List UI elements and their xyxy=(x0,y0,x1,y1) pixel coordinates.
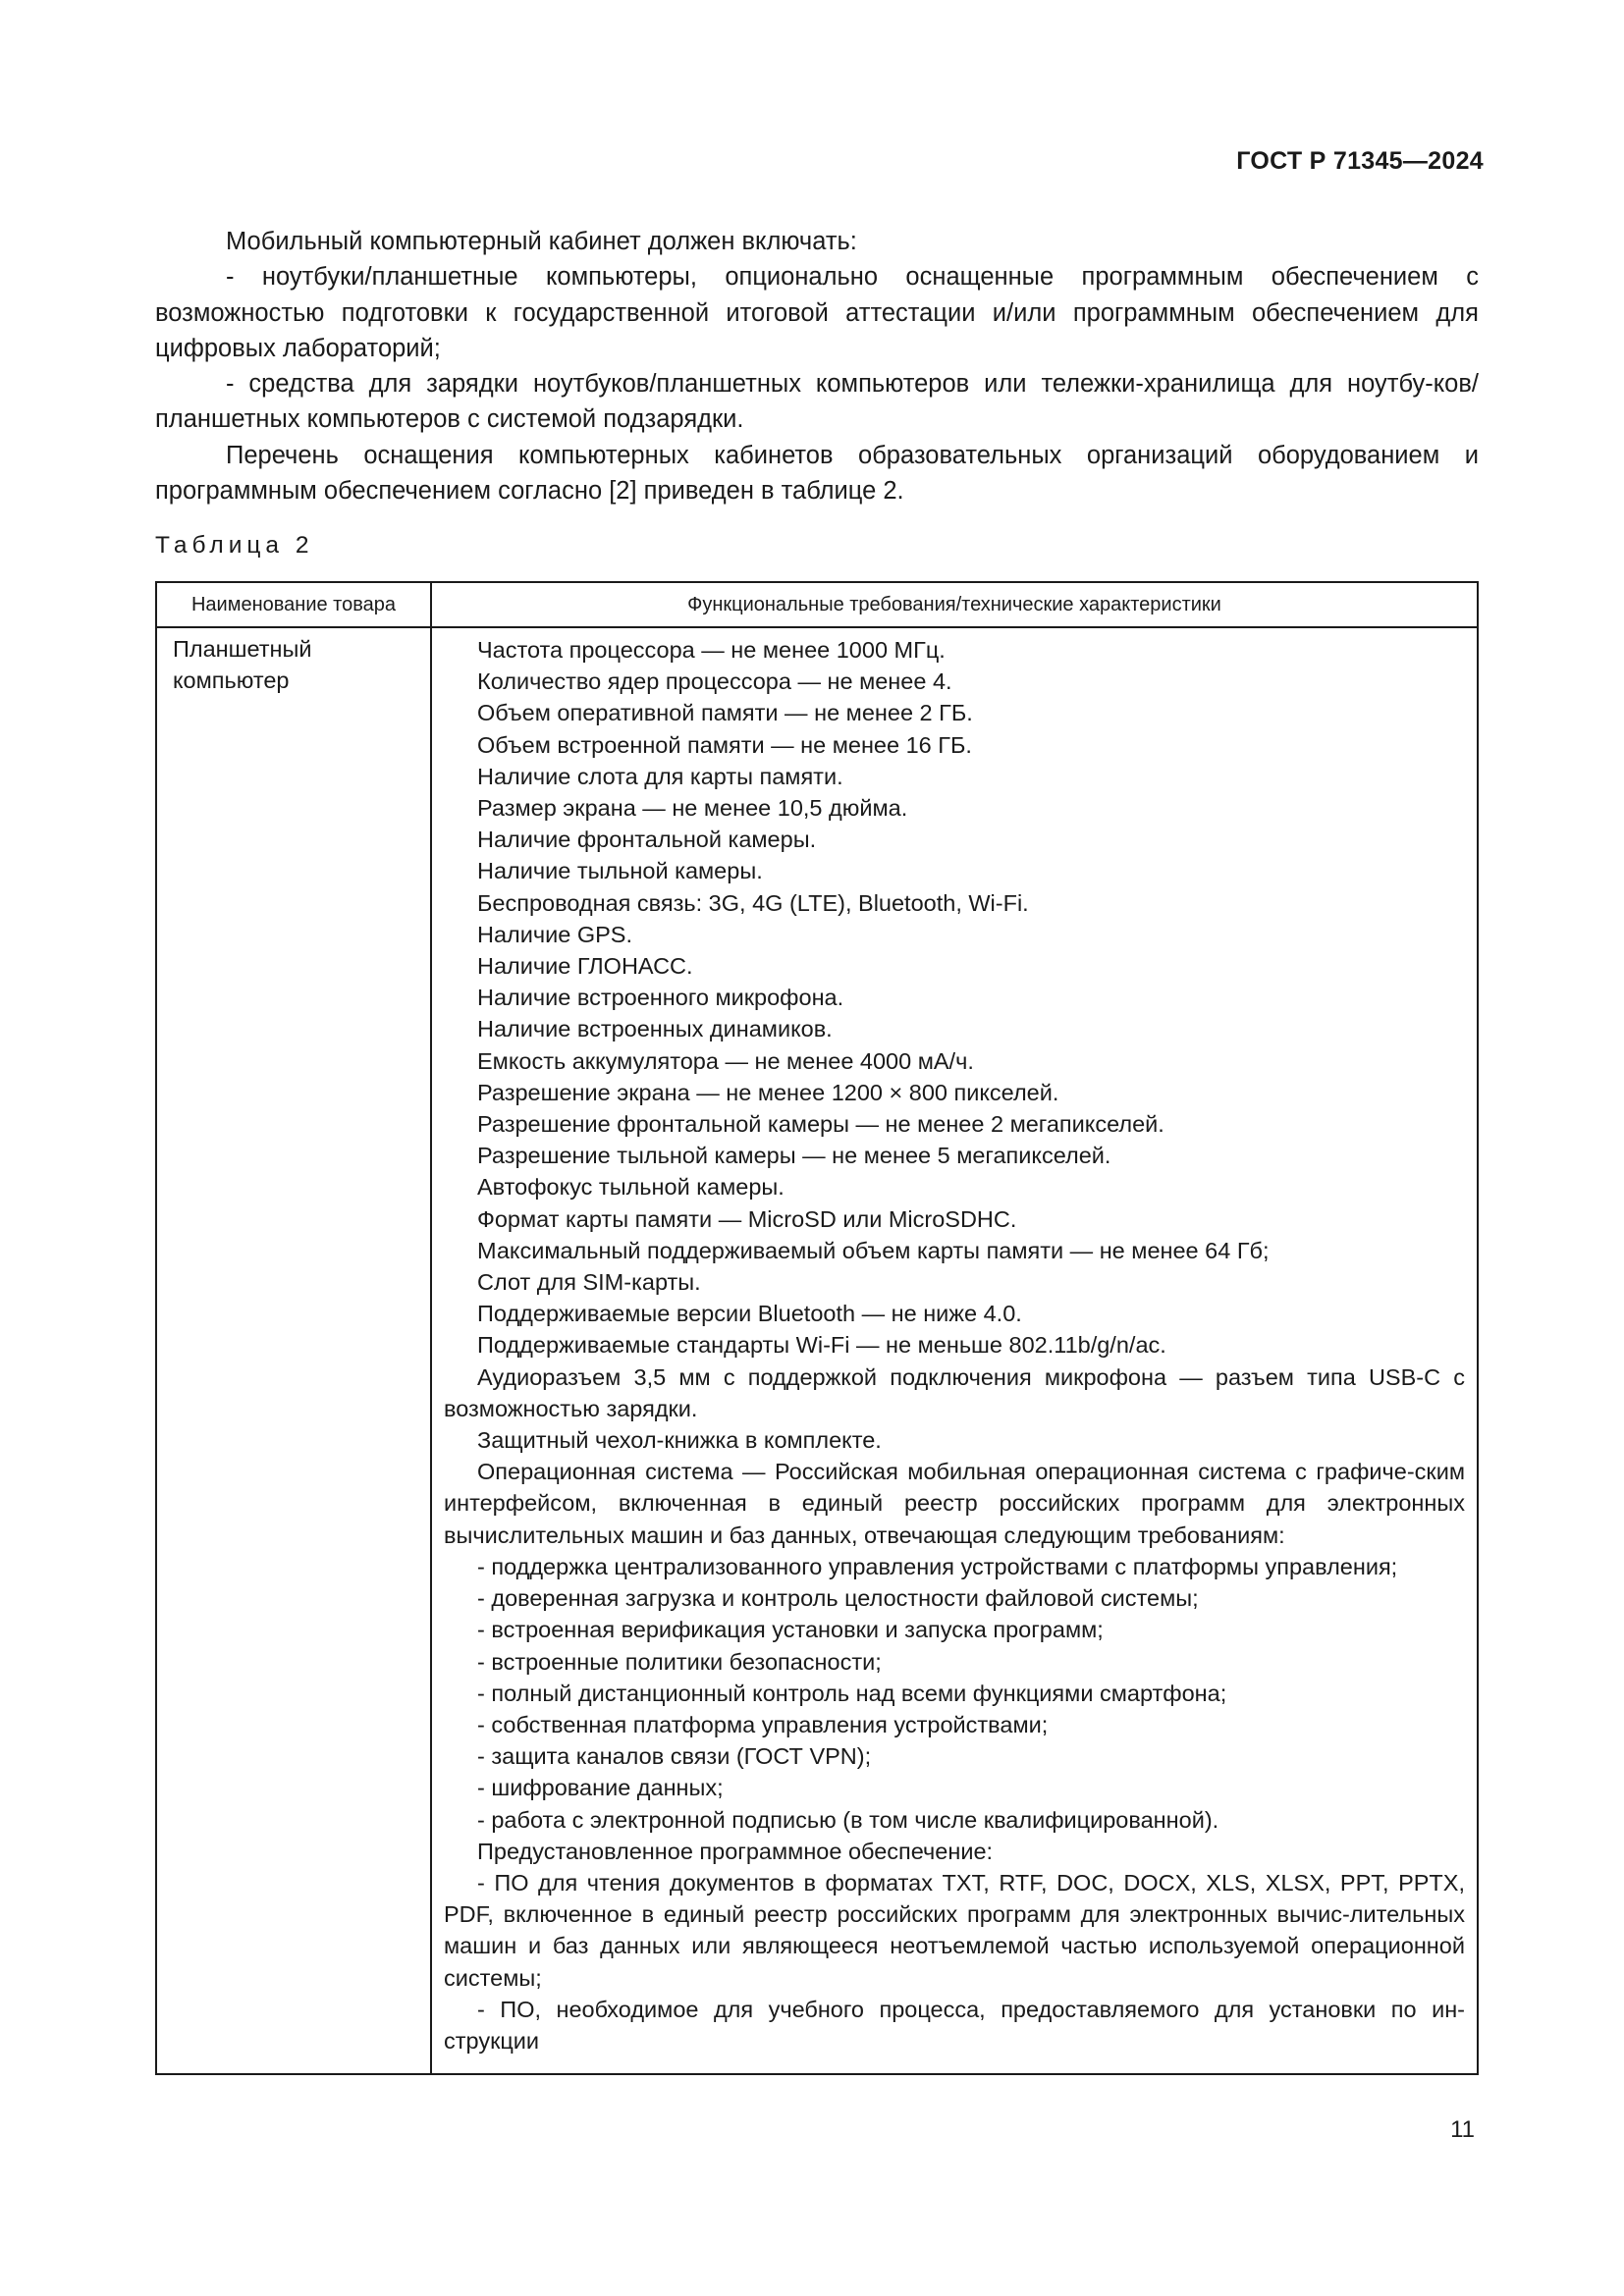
spec-table xyxy=(155,581,1479,2075)
page-number: 11 xyxy=(1450,2116,1475,2143)
requirement-item: - полный дистанционный контроль над всеми функциями смартфона; xyxy=(477,1680,1227,1706)
requirement-item: Максимальный поддерживаемый объем карты памяти — не менее 64 Гб; xyxy=(477,1237,1270,1263)
requirement-item: Слот для SIM-карты. xyxy=(477,1269,701,1296)
requirement-item: Операционная система — Российская мобильная операционная система с графиче-ским интерфейсом, включенная в единый реестр российских программ для электронных вычислительных машин и баз данных, отвечающая следующим требованиям: xyxy=(444,1459,1465,1548)
requirement-item: - поддержка централизованного управления устройствами с платформы управления; xyxy=(477,1553,1398,1579)
requirement-item: - встроенная верификация установки и запуска программ; xyxy=(477,1617,1104,1643)
requirement-item: Формат карты памяти — MicroSD или MicroSDHC. xyxy=(477,1205,1017,1232)
requirement-item: Наличие встроенных динамиков. xyxy=(477,1016,833,1042)
requirement-item: Автофокус тыльной камеры. xyxy=(477,1174,785,1201)
intro-paragraph: - средства для зарядки ноутбуков/планшетных компьютеров или тележки-хранилища для ноутбу-ков/планшетных компьютеров с системой подзарядки. xyxy=(155,370,1479,434)
requirement-item: - ПО, необходимое для учебного процесса, предоставляемого для установки по ин-струкции xyxy=(444,1996,1465,2054)
requirement-item: Объем встроенной памяти — не менее 16 ГБ. xyxy=(477,731,972,758)
requirement-item: - собственная платформа управления устройствами; xyxy=(477,1711,1049,1737)
intro-paragraph: Перечень оснащения компьютерных кабинетов образовательных организаций оборудованием и программным обеспечением согласно [2] приведен в таблице 2. xyxy=(155,441,1479,506)
requirement-item: Наличие встроенного микрофона. xyxy=(477,985,844,1011)
requirement-item: - защита каналов связи (ГОСТ VPN); xyxy=(477,1743,872,1770)
intro-paragraph: Мобильный компьютерный кабинет должен включать: xyxy=(226,228,857,255)
intro-paragraph: - ноутбуки/планшетные компьютеры, опционально оснащенные программным обеспечением с возможностью подготовки к государственной итоговой аттестации и/или программным обеспечением для цифровых лабораторий; xyxy=(155,263,1479,362)
requirement-item: Защитный чехол-книжка в комплекте. xyxy=(477,1427,882,1454)
table-caption: Таблица 2 xyxy=(155,532,314,559)
intro-text xyxy=(155,224,1479,508)
requirement-item: Количество ядер процессора — не менее 4. xyxy=(477,668,952,695)
requirement-item: Аудиоразъем 3,5 мм с поддержкой подключения микрофона — разъем типа USB-C с возможностью зарядки. xyxy=(444,1363,1465,1421)
requirement-item: Частота процессора — не менее 1000 МГц. xyxy=(477,637,946,663)
requirement-item: Наличие слота для карты памяти. xyxy=(477,763,843,789)
header-divider xyxy=(157,626,1477,628)
column-divider xyxy=(430,583,432,2073)
requirement-item: Наличие фронтальной камеры. xyxy=(477,827,817,853)
requirement-item: Беспроводная связь: 3G, 4G (LTE), Bluetooth, Wi-Fi. xyxy=(477,889,1029,916)
requirement-item: Разрешение фронтальной камеры — не менее 2 мегапикселей. xyxy=(477,1111,1164,1138)
requirement-item: - ПО для чтения документов в форматах TXT, RTF, DOC, DOCX, XLS, XLSX, PPT, PPTX, PDF, включенное в единый реестр российских программ для электронных вычис-лительных машин и баз данных или являющееся неотъемлемой частью используемой операционной системы; xyxy=(444,1869,1465,1991)
requirement-item: - доверенная загрузка и контроль целостности файловой системы; xyxy=(477,1585,1199,1612)
requirement-item: Наличие ГЛОНАСС. xyxy=(477,953,693,980)
requirement-item: Наличие тыльной камеры. xyxy=(477,858,763,884)
requirement-item: Объем оперативной памяти — не менее 2 ГБ. xyxy=(477,700,973,726)
cell-product-name: Планшетный компьютер xyxy=(173,636,312,693)
requirement-item: Поддерживаемые стандарты Wi-Fi — не меньше 802.11b/g/n/ac. xyxy=(477,1332,1166,1359)
requirement-item: Размер экрана — не менее 10,5 дюйма. xyxy=(477,795,908,822)
requirement-item: - встроенные политики безопасности; xyxy=(477,1648,882,1675)
requirement-item: - работа с электронной подписью (в том числе квалифицированной). xyxy=(477,1806,1219,1833)
requirement-item: Разрешение тыльной камеры — не менее 5 мегапикселей. xyxy=(477,1143,1111,1169)
requirement-item: Наличие GPS. xyxy=(477,921,633,947)
requirement-item: Предустановленное программное обеспечение: xyxy=(477,1838,994,1864)
requirement-item: Разрешение экрана — не менее 1200 × 800 пикселей. xyxy=(477,1079,1059,1105)
requirement-item: - шифрование данных; xyxy=(477,1775,724,1801)
requirement-item: Емкость аккумулятора — не менее 4000 мА/ч. xyxy=(477,1047,974,1074)
header-requirements: Функциональные требования/технические характеристики xyxy=(687,593,1221,615)
cell-requirements xyxy=(444,634,1465,2056)
requirement-item: Поддерживаемые версии Bluetooth — не ниже 4.0. xyxy=(477,1301,1022,1327)
document-code: ГОСТ Р 71345—2024 xyxy=(1236,147,1484,175)
header-product-name: Наименование товара xyxy=(190,593,397,615)
